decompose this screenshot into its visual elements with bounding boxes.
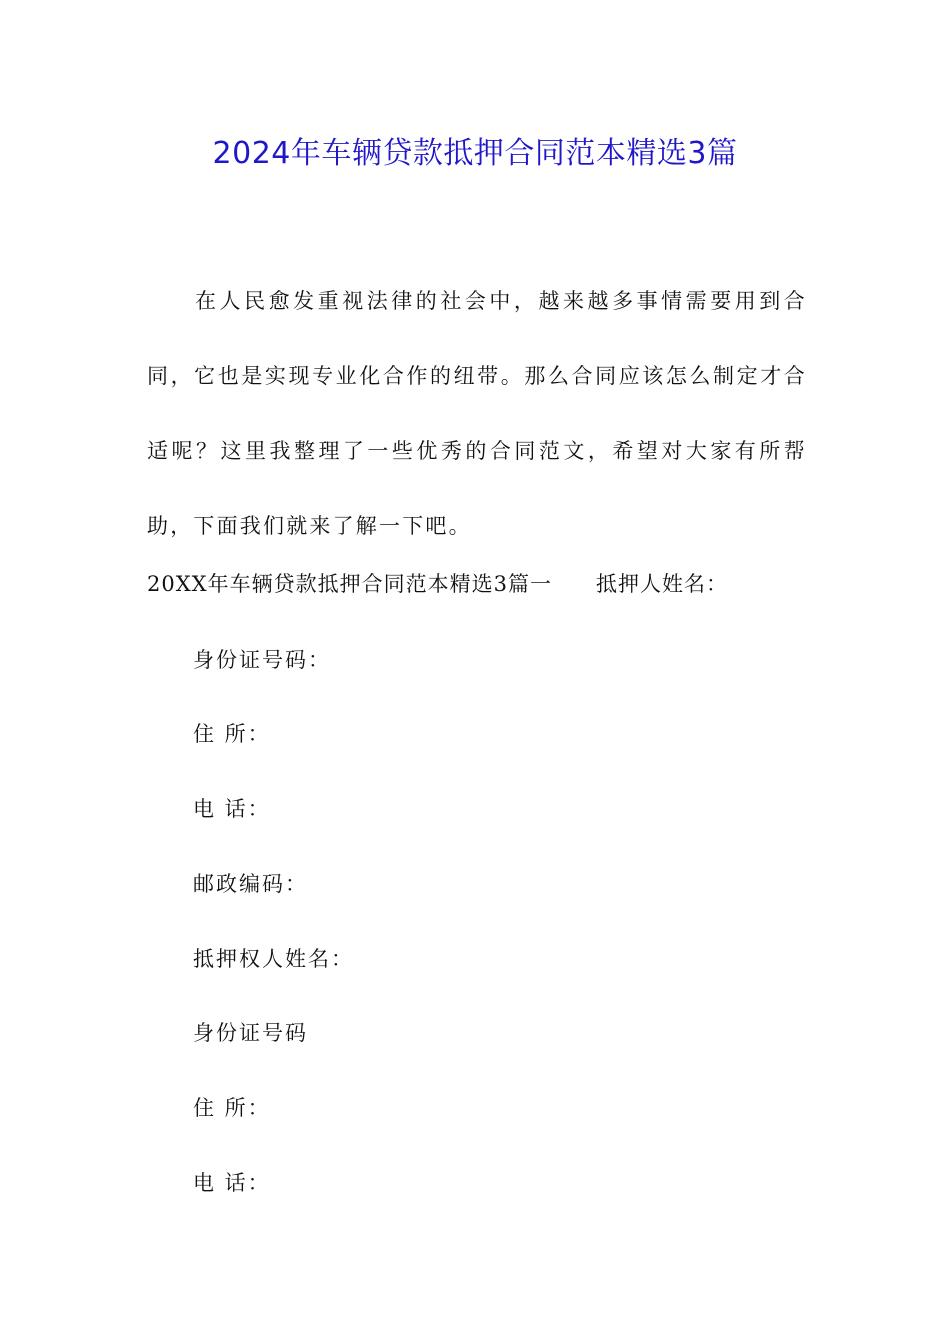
pledgee-name-field: 抵押权人姓名： bbox=[193, 947, 354, 971]
pledgor-phone-field: 电 话： bbox=[193, 797, 271, 821]
pledgee-phone-field: 电 话： bbox=[193, 1171, 271, 1195]
section-heading: 20XX年车辆贷款抵押合同范本精选3篇一 bbox=[147, 572, 552, 596]
intro-paragraph: 在人民愈发重视法律的社会中，越来越多事情需要用到合同，它也是实现专业化合作的纽带。那么合同应该怎么制定才合适呢？这里我整理了一些优秀的合同范文，希望对大家有所帮助，下面我们就来了解一下吧。 bbox=[147, 289, 807, 538]
pledgor-postal-code-field: 邮政编码： bbox=[193, 872, 308, 896]
section-heading-line bbox=[147, 564, 728, 604]
document-title: 2024年车辆贷款抵押合同范本精选3篇 bbox=[212, 136, 738, 171]
pledgee-address-field: 住 所： bbox=[193, 1096, 271, 1120]
pledgee-id-number-field: 身份证号码 bbox=[193, 1021, 308, 1045]
pledgor-name-field: 抵押人姓名： bbox=[595, 572, 728, 596]
pledgor-address-field: 住 所： bbox=[193, 722, 271, 746]
pledgor-id-number-field: 身份证号码： bbox=[193, 648, 331, 672]
